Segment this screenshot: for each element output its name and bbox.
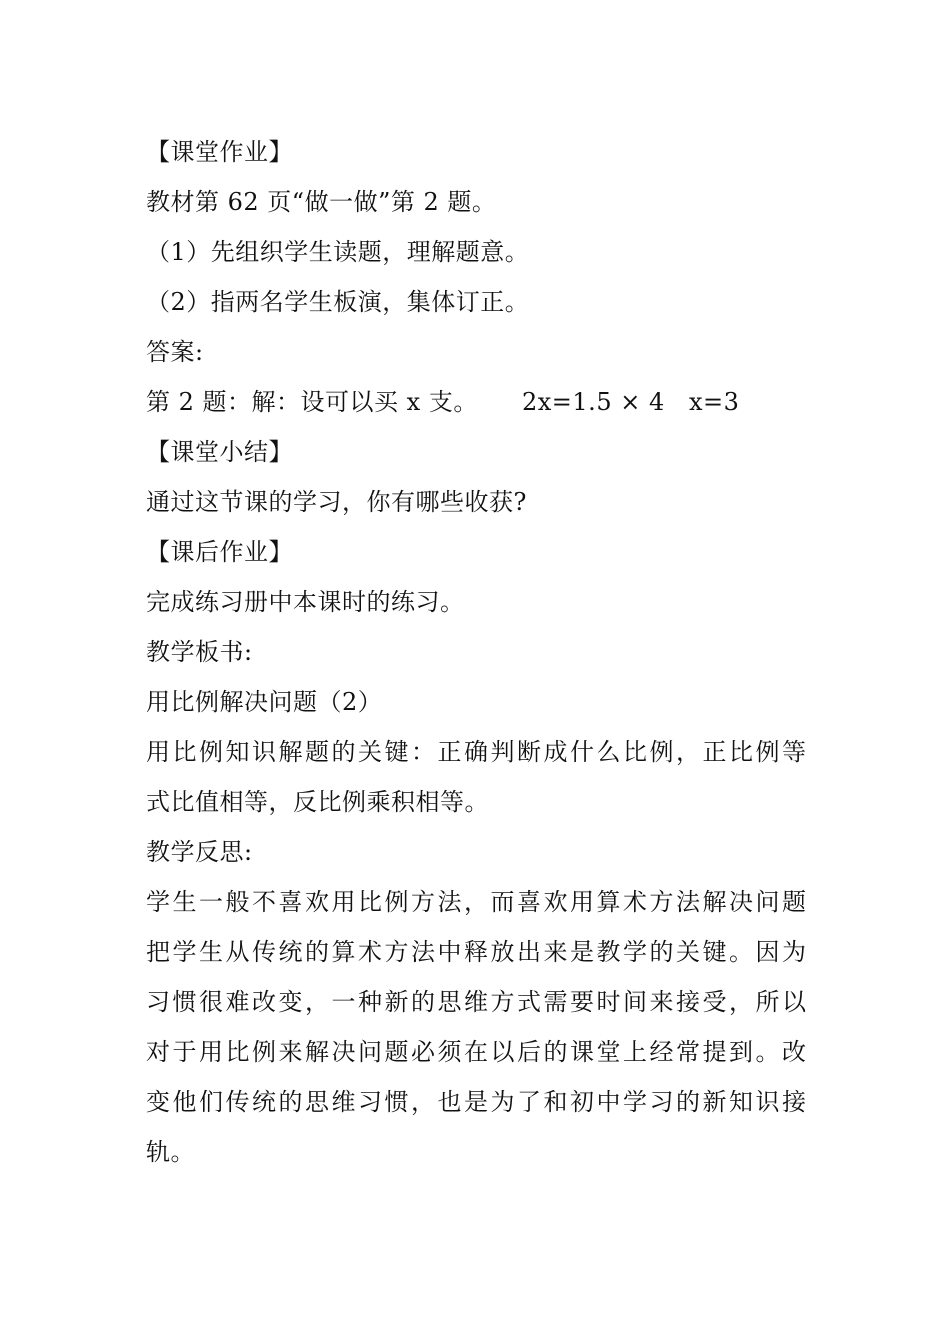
answer-result: x=3 — [689, 388, 740, 416]
board-key-line-1: 用比例知识解题的关键：正确判断成什么比例，正比例等 — [146, 738, 806, 766]
board-key-line-2: 式比值相等，反比例乘积相等。 — [146, 788, 489, 816]
reflection-line-2: 把学生从传统的算术方法中释放出来是教学的关键。因为 — [146, 938, 806, 966]
step-2: （2）指两名学生板演，集体订正。 — [146, 288, 530, 316]
reflection-line-3: 习惯很难改变，一种新的思维方式需要时间来接受，所以 — [146, 988, 806, 1016]
heading-after-class-homework: 【课后作业】 — [146, 538, 293, 566]
textbook-reference: 教材第 62 页“做一做”第 2 题。 — [146, 188, 497, 216]
answer-label: 答案: — [146, 338, 204, 366]
reflection-line-1: 学生一般不喜欢用比例方法，而喜欢用算术方法解决问题 — [146, 888, 806, 916]
board-title: 用比例解决问题（2） — [146, 688, 383, 716]
step-1: （1）先组织学生读题，理解题意。 — [146, 238, 530, 266]
answer-line — [146, 387, 786, 417]
reflection-line-4: 对于用比例来解决问题必须在以后的课堂上经常提到。改 — [146, 1038, 806, 1066]
answer-setup: 第 2 题：解：设可以买 x 支。 — [146, 388, 478, 416]
reflection-line-6: 轨。 — [146, 1138, 195, 1166]
answer-equation: 2x=1.5 × 4 — [522, 388, 665, 416]
board-label: 教学板书: — [146, 638, 253, 666]
reflection-label: 教学反思: — [146, 838, 253, 866]
summary-question: 通过这节课的学习，你有哪些收获? — [146, 488, 527, 516]
reflection-line-5: 变他们传统的思维习惯，也是为了和初中学习的新知识接 — [146, 1088, 806, 1116]
heading-classroom-summary: 【课堂小结】 — [146, 438, 293, 466]
heading-classroom-homework: 【课堂作业】 — [146, 138, 293, 166]
after-class-task: 完成练习册中本课时的练习。 — [146, 588, 465, 616]
